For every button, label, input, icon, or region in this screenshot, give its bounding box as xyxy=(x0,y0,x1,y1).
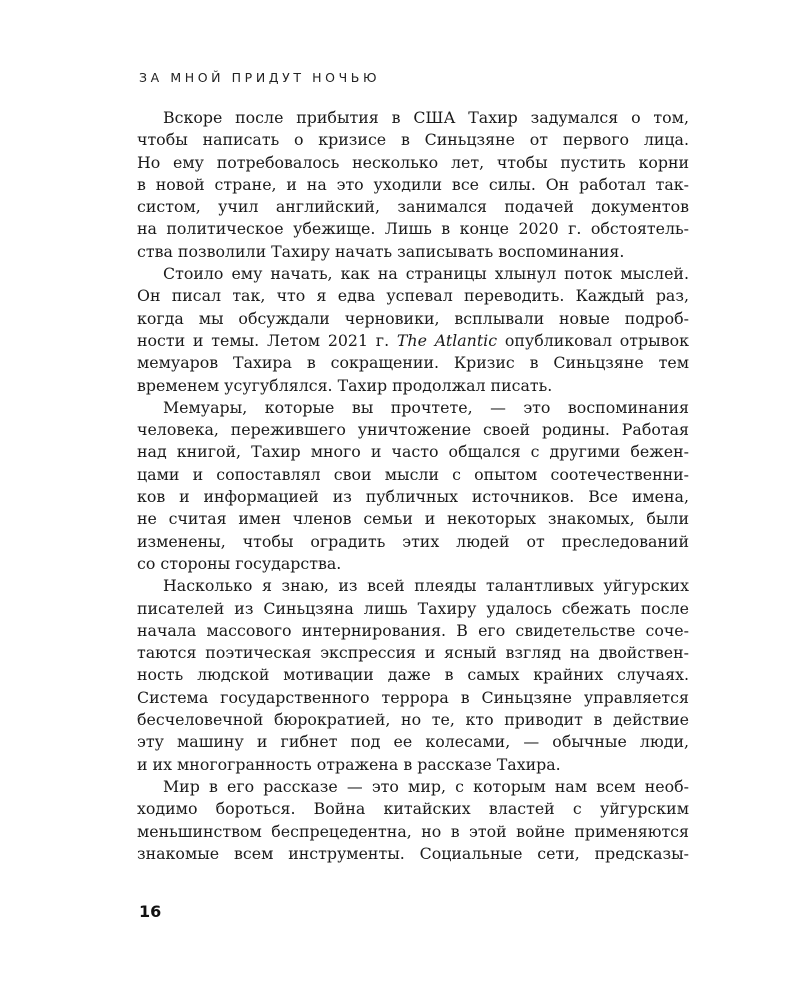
text-line: и их многогранность отражена в рассказе Тахира. xyxy=(137,754,561,774)
text-line: человека, пережившего уничтожение своей родины. Работая xyxy=(137,420,689,440)
text-line: в новой стране, и на это уходили все силы. Он работал так- xyxy=(137,174,689,194)
text-line: Система государственного террора в Синьцзяне управляется xyxy=(137,687,689,707)
text-line: цами и сопоставлял свои мысли с опытом соотечественни- xyxy=(137,464,689,484)
text-line: не считая имен членов семьи и некоторых знакомых, были xyxy=(137,509,689,529)
text-line: чтобы написать о кризисе в Синьцзяне от первого лица. xyxy=(137,130,689,150)
text-line: ства позволили Тахиру начать записывать воспоминания. xyxy=(137,241,625,261)
text-line: над книгой, Тахир много и часто общался с другими бежен- xyxy=(137,442,689,462)
text-line: ков и информацией из публичных источников. Все имена, xyxy=(137,487,689,507)
text-line: бесчеловечной бюрократией, но те, кто приводит в действие xyxy=(137,710,689,730)
page-number: 16 xyxy=(139,902,162,921)
body-text xyxy=(137,107,689,865)
text-line: Он писал так, что я едва успевал переводить. Каждый раз, xyxy=(137,286,689,306)
text-line: на политическое убежище. Лишь в конце 2020 г. обстоятель- xyxy=(137,219,689,239)
text-line: таются поэтическая экспрессия и ясный взгляд на двойствен- xyxy=(137,643,689,663)
text-line: Мемуары, которые вы прочтете, — это воспоминания xyxy=(163,397,689,417)
running-title: ЗА МНОЙ ПРИДУТ НОЧЬЮ xyxy=(139,70,381,85)
text-line: временем усугублялся. Тахир продолжал писать. xyxy=(137,375,553,395)
text-line: Стоило ему начать, как на страницы хлынул поток мыслей. xyxy=(163,264,689,284)
text-line: Мир в его рассказе — это мир, с которым нам всем необ- xyxy=(163,776,689,796)
text-line: Но ему потребовалось несколько лет, чтобы пустить корни xyxy=(137,152,689,172)
text-line: изменены, чтобы оградить этих людей от преследований xyxy=(137,531,689,551)
text-line: писателей из Синьцзяна лишь Тахиру удалось сбежать после xyxy=(137,598,689,618)
text-line: ходимо бороться. Война китайских властей с уйгурским xyxy=(137,799,689,819)
text-line: когда мы обсуждали черновики, всплывали новые подроб- xyxy=(137,308,689,328)
text-line: ность людской мотивации даже в самых крайних случаях. xyxy=(137,665,689,685)
italic-title: The Atlantic xyxy=(396,330,498,350)
text-line: мемуаров Тахира в сокращении. Кризис в Синьцзяне тем xyxy=(137,353,689,373)
text-line: со стороны государства. xyxy=(137,553,342,573)
text-line: меньшинством беспрецедентна, но в этой войне применяются xyxy=(137,821,689,841)
text-line: знакомые всем инструменты. Социальные сети, предсказы- xyxy=(137,843,689,863)
text-line: начала массового интернирования. В его свидетельстве соче- xyxy=(137,620,689,640)
text-line: Вскоре после прибытия в США Тахир задумался о том, xyxy=(163,108,689,127)
text-line: систом, учил английский, занимался подачей документов xyxy=(137,197,689,217)
text-line: Насколько я знаю, из всей плеяды талантливых уйгурских xyxy=(163,576,689,596)
text-line: эту машину и гибнет под ее колесами, — обычные люди, xyxy=(137,732,689,752)
text-line: ности и темы. Летом 2021 г. The Atlantic опубликовал отрывок xyxy=(137,330,689,350)
